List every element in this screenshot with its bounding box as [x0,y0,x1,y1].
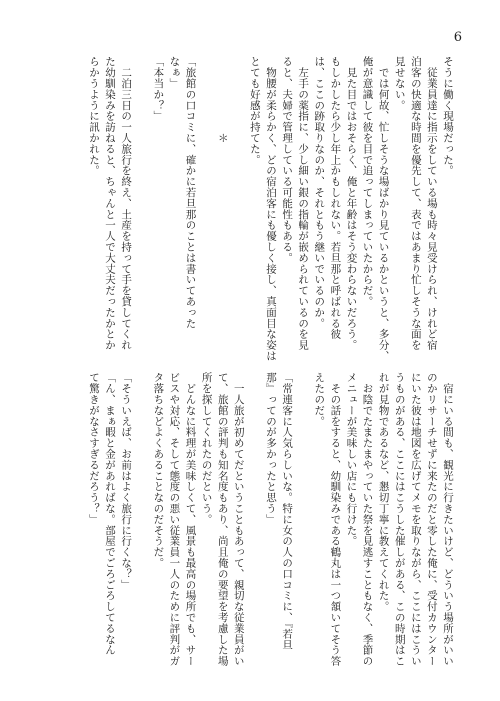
text-line: 左手の薬指に、少し細い銀の指輪が嵌められているのを見 [297,56,310,351]
text-line: そうに働く現場だった。 [442,56,454,176]
text-line: 「そういえば、お前はよく旅行に行くな？」 [120,372,133,590]
text-line: た幼馴染みを訪ねると、ちゃんと一人で大丈夫だったかとか [104,56,117,351]
text-line: 所を探してくれたのだという。 [200,372,213,525]
text-line: 見た目ではおそらく、俺と年齢はそう変わらないだろう。 [345,56,358,351]
text-line: らかうように訊かれた。 [87,56,100,176]
text-line [134,56,150,336]
text-line: 「本当か？」 [152,56,165,122]
text-line [231,56,247,336]
text-line: て、旅館の評判も知名度もあり、尚且俺の要望を考慮した場 [216,372,229,667]
text-line: 宿にいる間も、観光に行きたいけど、どういう場所がいい [442,372,454,667]
text-line: 従業員達に指示をしている場も時々見受けられ、けれど宿 [425,56,438,351]
text-line: その話をすると、幼馴染みである鶴丸は一つ頷いてそう答 [329,372,342,667]
text-line: どんなに料理が美味しくて、風景も最高の場所でも、サー [184,372,197,667]
text-line: て驚きがなさすぎるだろう？」 [87,372,100,525]
text-line: 「ん、まぁ暇と金があればな。部屋でごろごろしてるなん [104,372,117,656]
text-line [199,56,215,336]
text-line: お陰でたまたまやっていた祭を見逃すこともなく、季節の [361,372,374,667]
text-line [134,372,150,662]
text-line: メニューが美味しい店にも行けた。 [345,372,358,547]
text-line: 泊客の快適な時間を優先して、表ではあまり忙しそうな面を [409,56,422,351]
text-line: えたのだ。 [313,372,326,427]
text-line: 一人旅が初めてだということもあって、親切な従業員がい [232,372,245,667]
text-line: れが見物であるなど、懇切丁寧に教えてくれた。 [377,372,390,612]
text-line: タ落ちなどよくあることなのだそうだ。 [152,372,165,569]
text-line: ると、夫婦で管理している可能性もある。 [281,56,294,264]
text-line [247,372,263,662]
text-line: 見せない。 [393,56,406,111]
text-line: 「旅館の口コミに、確かに若旦那のことは書いてあった [184,56,197,329]
page-number: 6 [453,30,462,45]
text-line: ＊ [216,56,229,144]
text-line: なぁ」 [168,56,181,89]
text-line [295,372,311,662]
text-line: とても好感が持てた。 [248,56,261,165]
text-line: では何故、忙しそうな場ばかり見ているかというと、多分、 [377,56,390,362]
text-line: 「常連客に人気らしいな。特に女の人の口コミに、『若旦 [281,372,294,651]
text-block-bottom [26,372,456,667]
text-line: 俺が意識して彼を目で追ってしまっていたからだ。 [361,56,374,307]
text-block-top [26,56,456,362]
text-line: は、ここの跡取りなのか、それともう継いでいるのか。 [313,56,326,329]
text-line: ビスや対応、そして態度の悪い従業員一人のために評判がガ [168,372,181,667]
text-line: のかリサーチせずに来たのだと零した俺に、受付カウンター [425,372,438,667]
text-line: 二泊三日の一人旅行を終え、土産を持って手を貸してくれ [120,56,133,351]
text-line: にいた彼は地図を広げてメモを取りながら、ここにはこうい [409,372,422,667]
text-line: もしかしたら少し年上かもしれない。若旦那と呼ばれる彼 [329,56,342,340]
text-line: うものがある、ここにはこうした催しがある、この時期はこ [393,372,406,667]
text-line: 物腰が柔らかく、どの宿泊客にも優しく接し、真面目な姿は [264,56,277,362]
text-line: 那』ってのが多かったと思う」 [264,372,277,525]
